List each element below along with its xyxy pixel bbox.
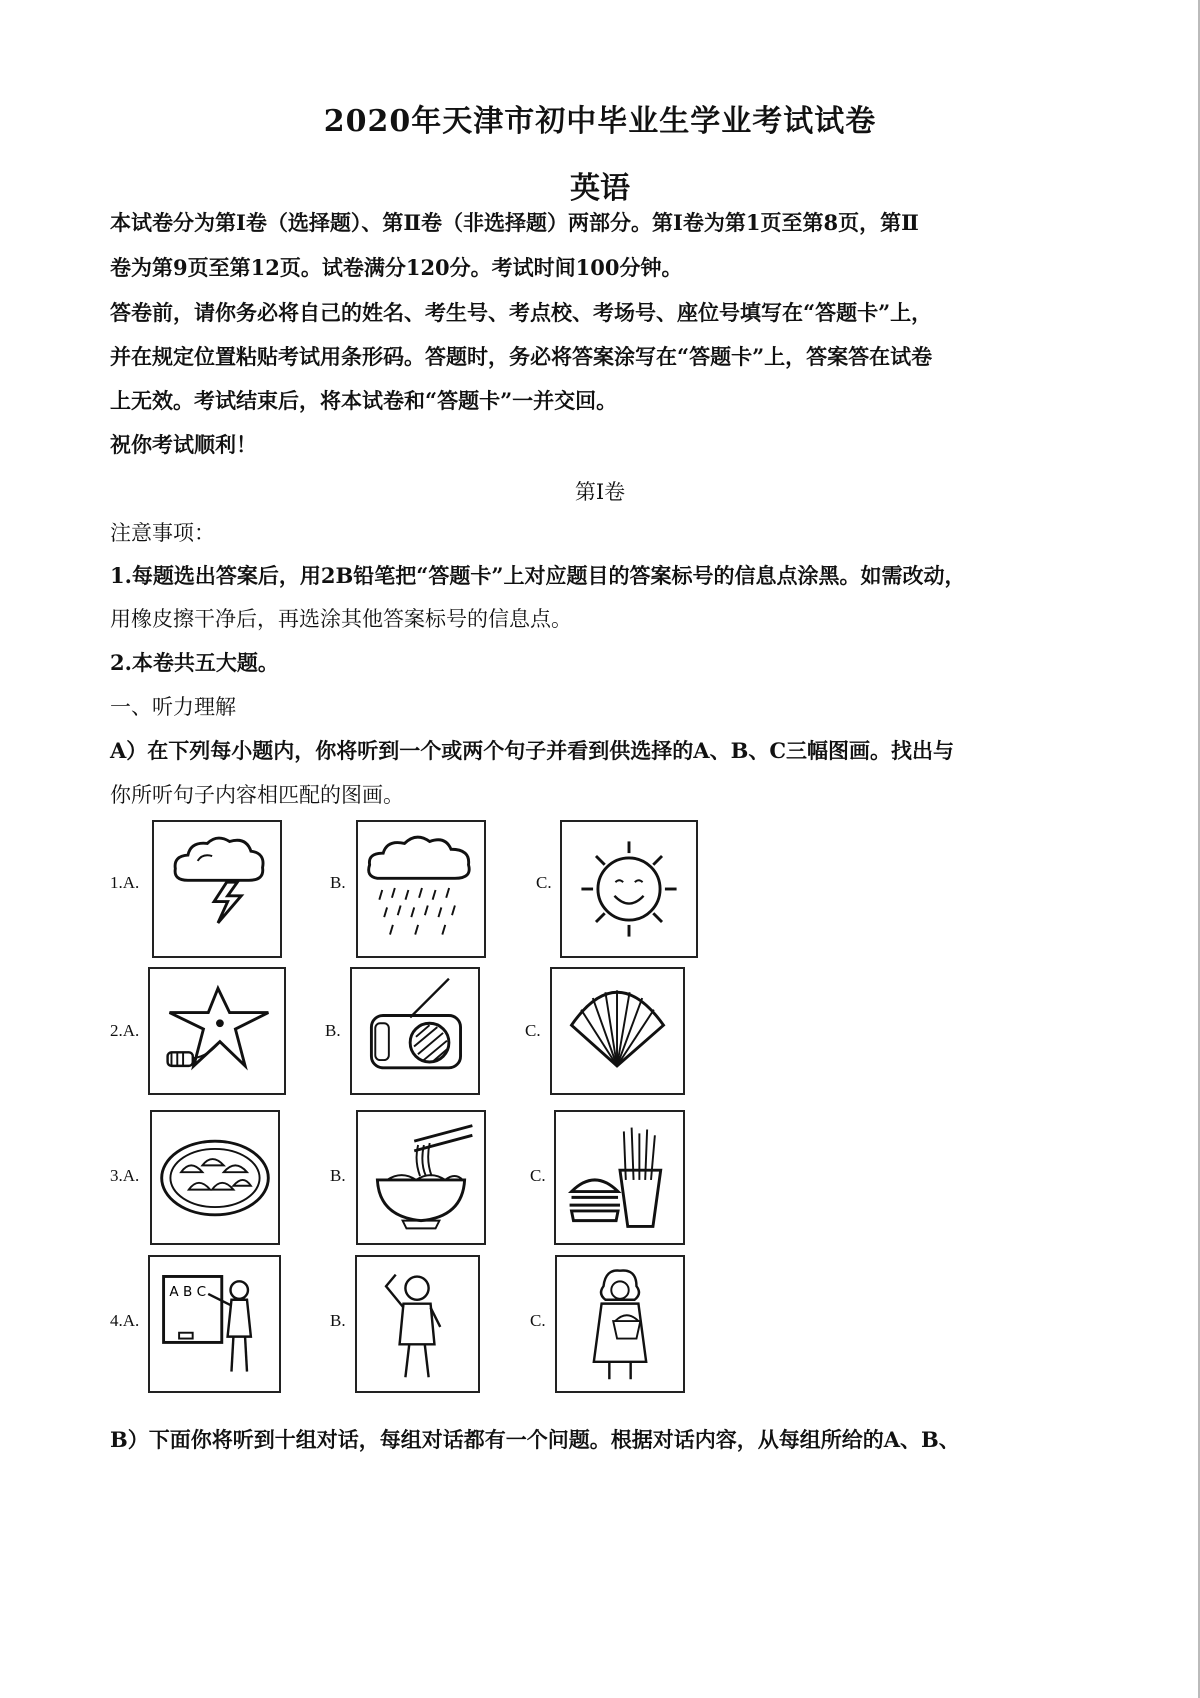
section-a-line-2: 你所听句子内容相匹配的图画。 (110, 783, 404, 807)
fan-icon (550, 967, 685, 1095)
q2-option-c-label: C. (525, 1021, 541, 1040)
notice-1-line-1: 1.每题选出答案后，用2B铅笔把“答题卡”上对应题目的答案标号的信息点涂黑。如需改动， (110, 563, 966, 588)
q3-option-a-label: 3.A. (110, 1166, 140, 1185)
q4-option-c-label: C. (530, 1311, 546, 1330)
intro-line-1: 本试卷分为第Ⅰ卷（选择题）、第Ⅱ卷（非选择题）两部分。第Ⅰ卷为第1页至第8页，第Ⅱ (110, 210, 919, 235)
q2-option-a-label: 2.A. (110, 1021, 140, 1040)
section-b-line-1: B）下面你将听到十组对话，每组对话都有一个问题。根据对话内容，从每组所给的A、B、 (110, 1427, 960, 1452)
q4-option-a-label: 4.A. (110, 1311, 140, 1330)
intro-line-5: 上无效。考试结束后，将本试卷和“答题卡”一并交回。 (110, 388, 618, 413)
sun-icon (560, 820, 698, 958)
q1-option-c-label: C. (536, 873, 552, 892)
q1-option-a-label: 1.A. (110, 873, 140, 892)
q2-option-b-label: B. (325, 1021, 341, 1040)
teacher-icon (148, 1255, 281, 1393)
subject-title: 英语 (570, 171, 630, 206)
section-listening: 一、听力理解 (110, 695, 236, 719)
intro-line-2: 卷为第9页至第12页。试卷满分120分。考试时间100分钟。 (110, 255, 683, 280)
exam-title: 2020年天津市初中毕业生学业考试试卷 (323, 104, 877, 139)
intro-line-3: 答卷前，请你务必将自己的姓名、考生号、考点校、考场号、座位号填写在“答题卡”上， (110, 300, 933, 325)
noodles-icon (356, 1110, 486, 1245)
svg-text:A B C: A B C (169, 1283, 207, 1300)
rain-icon (356, 820, 486, 958)
woman-basket-icon (555, 1255, 685, 1393)
section-a-line-1: A）在下列每小题内，你将听到一个或两个句子并看到供选择的A、B、C三幅图画。找出与 (110, 738, 955, 763)
dumplings-icon (150, 1110, 280, 1245)
intro-line-4: 并在规定位置粘贴考试用条形码。答题时，务必将答案涂写在“答题卡”上，答案答在试卷 (110, 344, 933, 369)
kite-icon (148, 967, 286, 1095)
notice-1-line-2: 用橡皮擦干净后，再选涂其他答案标号的信息点。 (110, 607, 572, 631)
q3-option-c-label: C. (530, 1166, 546, 1185)
radio-icon (350, 967, 480, 1095)
q3-option-b-label: B. (330, 1166, 346, 1185)
notice-title: 注意事项： (110, 521, 215, 545)
q4-option-b-label: B. (330, 1311, 346, 1330)
notice-2: 2.本卷共五大题。 (110, 650, 279, 675)
thunderstorm-icon (152, 820, 282, 958)
q1-option-b-label: B. (330, 873, 346, 892)
part-one-heading: 第Ⅰ卷 (574, 480, 626, 504)
old-man-icon (355, 1255, 480, 1393)
fast-food-icon (554, 1110, 685, 1245)
intro-line-6: 祝你考试顺利！ (110, 432, 257, 457)
